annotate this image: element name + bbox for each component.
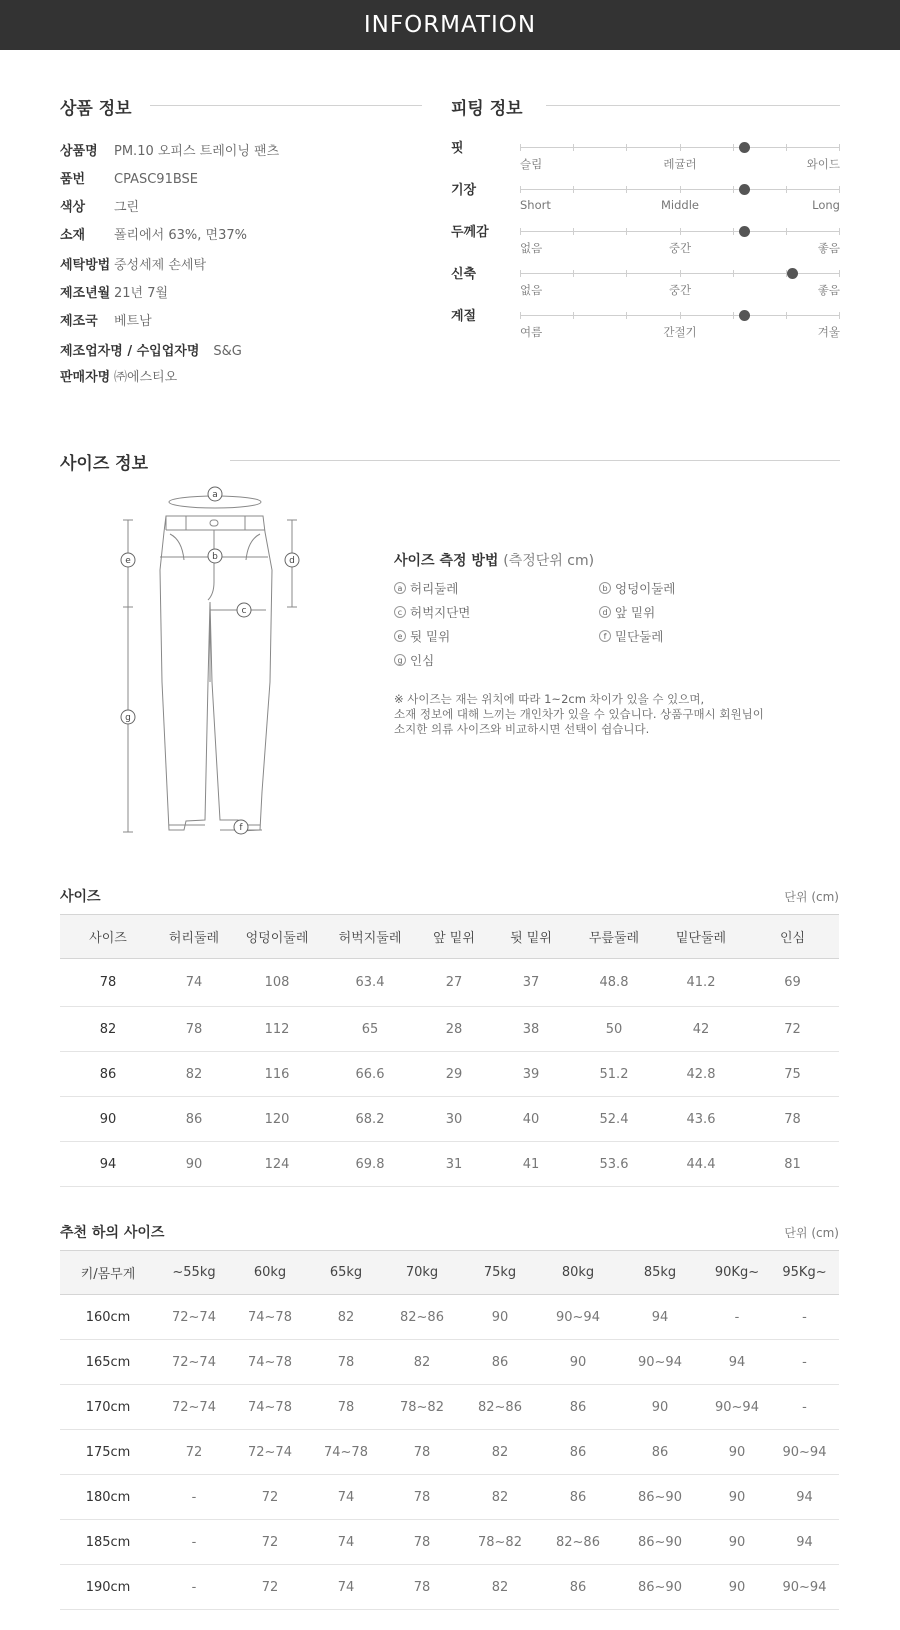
fit-scale-tick [839, 144, 840, 151]
measure-item-text: 허벅지단면 [410, 605, 471, 620]
fit-scale-tick [786, 186, 787, 193]
table-header-cell: 사이즈 [60, 915, 156, 959]
table-cell: 90~94 [770, 1430, 839, 1475]
table-row [60, 1007, 839, 1052]
table-cell: 44.4 [656, 1142, 746, 1187]
table-cell: 72~74 [156, 1385, 232, 1430]
diagram-label-a: a [212, 490, 218, 500]
measure-mark: f [599, 630, 611, 642]
product-info-value: S&G [213, 344, 242, 359]
fit-indicator-dot [787, 268, 798, 279]
table-cell: 27 [418, 959, 490, 1007]
table-row [60, 1520, 839, 1565]
table-cell: 41 [490, 1142, 572, 1187]
table-cell: 81 [746, 1142, 839, 1187]
table-row [60, 959, 839, 1007]
table-header-cell: 90Kg~ [704, 1251, 770, 1295]
table-header-cell: 80kg [540, 1251, 616, 1295]
fit-scale-track [520, 315, 840, 316]
table-cell: 72~74 [232, 1430, 308, 1475]
measure-item-text: 뒷 밑위 [410, 629, 451, 644]
product-info-row [60, 224, 247, 243]
table-cell: 78 [384, 1565, 460, 1610]
table-cell: 94 [616, 1295, 704, 1340]
table-cell: - [770, 1295, 839, 1340]
table-cell: 82 [308, 1295, 384, 1340]
table-cell: 78 [384, 1475, 460, 1520]
fit-scale-right: 좋음 [817, 241, 840, 255]
fit-label: 핏 [451, 141, 464, 156]
table-cell: 116 [232, 1052, 322, 1097]
table-cell: 30 [418, 1097, 490, 1142]
table-cell: 90~94 [540, 1295, 616, 1340]
size-table-unit: 단위 (cm) [784, 890, 839, 904]
measure-mark: a [394, 582, 406, 594]
diagram-label-g: g [125, 713, 131, 723]
product-info-value: 그린 [114, 200, 140, 215]
table-header-cell: 95Kg~ [770, 1251, 839, 1295]
table-cell: 90 [156, 1142, 232, 1187]
table-row [60, 1565, 839, 1610]
table-cell: 108 [232, 959, 322, 1007]
table-cell: - [770, 1340, 839, 1385]
table-cell: 94 [704, 1340, 770, 1385]
table-cell: 190cm [60, 1565, 156, 1610]
table-cell: 72 [746, 1007, 839, 1052]
table-row [60, 1430, 839, 1475]
table-cell: 72 [156, 1430, 232, 1475]
product-info-row [60, 282, 168, 301]
table-row [60, 1142, 839, 1187]
size-info-divider [230, 460, 840, 461]
table-cell: 74~78 [232, 1295, 308, 1340]
rec-table-title: 추천 하의 사이즈 [60, 1225, 165, 1241]
table-cell: 90~94 [616, 1340, 704, 1385]
table-row [60, 1340, 839, 1385]
product-info-title: 상품 정보 [60, 99, 132, 119]
size-note-line: 소재 정보에 대해 느끼는 개인차가 있을 수 있습니다. 상품구매시 회원님이 [394, 707, 764, 721]
table-cell: 69.8 [322, 1142, 418, 1187]
table-cell: 41.2 [656, 959, 746, 1007]
measure-mark: g [394, 654, 406, 666]
fit-scale-tick [520, 186, 521, 193]
table-row [60, 1097, 839, 1142]
table-cell: 28 [418, 1007, 490, 1052]
fit-scale-right: 좋음 [817, 283, 840, 297]
table-header-cell: 인심 [746, 915, 839, 959]
measure-item-text: 인심 [410, 653, 435, 668]
table-cell: 78 [60, 959, 156, 1007]
fit-indicator-dot [739, 184, 750, 195]
table-cell: 180cm [60, 1475, 156, 1520]
table-cell: 68.2 [322, 1097, 418, 1142]
diagram-label-f: f [239, 823, 243, 833]
fit-scale-left: Short [520, 198, 551, 212]
table-cell: 72 [232, 1475, 308, 1520]
fit-scale-tick [839, 312, 840, 319]
diagram-label-e: e [125, 556, 131, 566]
size-note-line: 소지한 의류 사이즈와 비교하시면 선택이 쉽습니다. [394, 722, 650, 736]
table-cell: 185cm [60, 1520, 156, 1565]
measure-item-text: 밑단둘레 [615, 629, 664, 644]
fit-scale-tick [786, 228, 787, 235]
table-header-cell: 허벅지둘레 [322, 915, 418, 959]
table-cell: 90 [540, 1340, 616, 1385]
product-info-value: 폴리에서 63%, 면37% [114, 228, 247, 243]
product-info-row [60, 310, 152, 329]
table-cell: 78 [384, 1430, 460, 1475]
size-info-title: 사이즈 정보 [60, 454, 149, 474]
fit-scale-mid: 중간 [668, 241, 692, 255]
table-cell: 82 [460, 1565, 540, 1610]
table-cell: 31 [418, 1142, 490, 1187]
fit-scale-mid: 중간 [668, 283, 692, 297]
size-table-title: 사이즈 [60, 889, 101, 905]
table-cell: 72~74 [156, 1295, 232, 1340]
table-cell: 43.6 [656, 1097, 746, 1142]
product-info-divider [150, 105, 422, 106]
table-cell: 53.6 [572, 1142, 656, 1187]
product-info-value: 21년 7월 [114, 286, 169, 301]
table-cell: 74 [308, 1565, 384, 1610]
fit-label: 두께감 [451, 225, 489, 240]
fit-scale-mid: Middle [661, 198, 699, 212]
fit-scale-tick [733, 144, 734, 151]
measure-item [599, 627, 663, 645]
product-info-row [60, 254, 206, 273]
fit-scale-tick [573, 186, 574, 193]
fit-scale-tick [573, 228, 574, 235]
measure-item-text: 엉덩이둘레 [615, 581, 676, 596]
fit-scale-tick [839, 186, 840, 193]
product-info-key: 제조년월 [60, 286, 111, 301]
table-cell: 75 [746, 1052, 839, 1097]
table-cell: 90 [704, 1475, 770, 1520]
fit-scale-tick [520, 312, 521, 319]
table-cell: 65 [322, 1007, 418, 1052]
table-cell: 42.8 [656, 1052, 746, 1097]
table-cell: - [704, 1295, 770, 1340]
fit-scale-tick [626, 186, 627, 193]
table-cell: 90 [460, 1295, 540, 1340]
fit-scale-tick [626, 312, 627, 319]
header-title: INFORMATION [363, 12, 537, 38]
table-cell: 160cm [60, 1295, 156, 1340]
product-info-key: 상품명 [60, 144, 98, 159]
measure-unit: (측정단위 cm) [503, 553, 595, 569]
table-cell: 72 [232, 1520, 308, 1565]
table-header-cell: 85kg [616, 1251, 704, 1295]
fit-scale-tick [786, 144, 787, 151]
table-cell: 78~82 [384, 1385, 460, 1430]
fit-scale-tick [733, 312, 734, 319]
table-cell: 175cm [60, 1430, 156, 1475]
measure-item [599, 603, 655, 621]
fit-scale-left: 없음 [520, 241, 543, 255]
table-cell: 78~82 [460, 1520, 540, 1565]
table-cell: 112 [232, 1007, 322, 1052]
table-cell: - [770, 1385, 839, 1430]
table-cell: 48.8 [572, 959, 656, 1007]
table-cell: 42 [656, 1007, 746, 1052]
product-info-value: CPASC91BSE [114, 172, 199, 187]
fit-scale-tick [520, 270, 521, 277]
table-cell: 39 [490, 1052, 572, 1097]
measure-item-text: 허리둘레 [410, 581, 459, 596]
table-cell: 51.2 [572, 1052, 656, 1097]
table-cell: 78 [156, 1007, 232, 1052]
fit-scale-tick [680, 312, 681, 319]
table-cell: 90 [704, 1565, 770, 1610]
product-info-key: 제조국 [60, 314, 98, 329]
table-cell: 90~94 [704, 1385, 770, 1430]
table-cell: 82~86 [540, 1520, 616, 1565]
fit-scale-right: 겨울 [817, 325, 840, 339]
pants-diagram [110, 482, 330, 838]
measure-item-text: 앞 밑위 [615, 605, 656, 620]
table-cell: 86~90 [616, 1520, 704, 1565]
table-cell: 86 [60, 1052, 156, 1097]
fit-scale-tick [680, 144, 681, 151]
table-header-cell: 70kg [384, 1251, 460, 1295]
table-header-cell: 60kg [232, 1251, 308, 1295]
fit-scale-tick [680, 270, 681, 277]
table-cell: 74~78 [232, 1340, 308, 1385]
product-info-key: 소재 [60, 228, 86, 243]
product-info-value: 중성세제 손세탁 [114, 258, 207, 273]
table-cell: 72~74 [156, 1340, 232, 1385]
table-cell: 86 [540, 1475, 616, 1520]
table-cell: 90 [60, 1097, 156, 1142]
measure-mark: e [394, 630, 406, 642]
fit-scale-tick [573, 144, 574, 151]
measure-item [394, 651, 434, 669]
fit-scale-tick [733, 228, 734, 235]
table-cell: 74~78 [308, 1430, 384, 1475]
fit-scale-mid: 레귤러 [663, 157, 697, 171]
table-cell: 86~90 [616, 1565, 704, 1610]
table-cell: 94 [60, 1142, 156, 1187]
table-cell: 90 [704, 1520, 770, 1565]
product-info-row [60, 140, 279, 159]
product-info-key: 판매자명 [60, 370, 111, 385]
fitting-info-title: 피팅 정보 [451, 99, 523, 119]
table-cell: 78 [384, 1520, 460, 1565]
fit-scale-tick [680, 228, 681, 235]
product-info-row [60, 340, 242, 359]
table-cell: 82 [60, 1007, 156, 1052]
fit-label: 계절 [451, 309, 477, 324]
table-cell: 82~86 [460, 1385, 540, 1430]
product-info-row [60, 168, 198, 187]
table-header-cell: 뒷 밑위 [490, 915, 572, 959]
table-cell: 38 [490, 1007, 572, 1052]
measure-item [599, 579, 675, 597]
fit-scale-tick [786, 312, 787, 319]
size-note-line: ※ 사이즈는 재는 위치에 따라 1~2cm 차이가 있을 수 있으며, [394, 692, 705, 706]
measure-mark: d [599, 606, 611, 618]
product-info-key: 제조업자명 / 수입업자명 [60, 344, 200, 359]
table-cell: 37 [490, 959, 572, 1007]
fit-scale-tick [839, 228, 840, 235]
measure-method-title [394, 550, 594, 570]
diagram-label-c: c [241, 606, 247, 616]
table-header-cell: 65kg [308, 1251, 384, 1295]
product-info-row [60, 366, 177, 385]
table-row [60, 1475, 839, 1520]
fit-indicator-dot [739, 142, 750, 153]
measure-item [394, 603, 470, 621]
product-info-value: 베트남 [114, 314, 152, 329]
fit-scale-tick [520, 228, 521, 235]
table-cell: - [156, 1565, 232, 1610]
table-row [60, 1385, 839, 1430]
fit-scale-right: Long [812, 198, 840, 212]
product-info-row [60, 196, 139, 215]
table-cell: 74~78 [232, 1385, 308, 1430]
table-header-cell: 앞 밑위 [418, 915, 490, 959]
measure-mark: b [599, 582, 611, 594]
table-cell: 74 [308, 1475, 384, 1520]
table-cell: 82~86 [384, 1295, 460, 1340]
table-cell: 74 [156, 959, 232, 1007]
table-cell: 86 [540, 1385, 616, 1430]
size-note [394, 692, 814, 737]
table-cell: 86 [540, 1565, 616, 1610]
table-cell: 86 [616, 1430, 704, 1475]
table-cell: 78 [308, 1340, 384, 1385]
table-cell: 66.6 [322, 1052, 418, 1097]
fit-scale-mid: 간절기 [663, 325, 697, 339]
measure-item [394, 627, 450, 645]
fit-scale-tick [733, 270, 734, 277]
measure-item [394, 579, 458, 597]
fit-scale-left: 여름 [520, 325, 543, 339]
table-cell: 86 [540, 1430, 616, 1475]
table-cell: - [156, 1475, 232, 1520]
table-cell: 170cm [60, 1385, 156, 1430]
table-row [60, 1052, 839, 1097]
table-cell: 52.4 [572, 1097, 656, 1142]
table-cell: 94 [770, 1475, 839, 1520]
table-cell: 78 [308, 1385, 384, 1430]
table-cell: 82 [156, 1052, 232, 1097]
size-table [60, 914, 839, 1187]
fit-scale-left: 슬림 [520, 157, 543, 171]
table-cell: 74 [308, 1520, 384, 1565]
fit-scale-tick [626, 228, 627, 235]
fit-scale-tick [733, 186, 734, 193]
table-cell: 69 [746, 959, 839, 1007]
table-cell: 40 [490, 1097, 572, 1142]
table-header-cell: 키/몸무게 [60, 1251, 156, 1295]
table-header-cell: 밑단둘레 [656, 915, 746, 959]
table-cell: 86 [156, 1097, 232, 1142]
measure-method-label: 사이즈 측정 방법 [394, 553, 499, 569]
fit-scale-left: 없음 [520, 283, 543, 297]
fit-scale-tick [839, 270, 840, 277]
table-cell: 90~94 [770, 1565, 839, 1610]
product-info-key: 색상 [60, 200, 86, 215]
recommend-size-table [60, 1250, 839, 1610]
table-cell: - [156, 1520, 232, 1565]
table-header-cell: 무릎둘레 [572, 915, 656, 959]
fit-scale-track [520, 231, 840, 232]
table-cell: 29 [418, 1052, 490, 1097]
diagram-label-d: d [289, 556, 295, 566]
table-cell: 90 [616, 1385, 704, 1430]
table-cell: 86~90 [616, 1475, 704, 1520]
fit-label: 기장 [451, 183, 477, 198]
table-header-cell: 75kg [460, 1251, 540, 1295]
fit-label: 신축 [451, 267, 477, 282]
rec-table-unit: 단위 (cm) [784, 1226, 839, 1240]
product-info-value: PM.10 오피스 트레이닝 팬츠 [114, 144, 280, 159]
fit-scale-tick [626, 270, 627, 277]
fit-scale-tick [573, 312, 574, 319]
product-info-key: 품번 [60, 172, 86, 187]
table-cell: 86 [460, 1340, 540, 1385]
diagram-label-b: b [212, 552, 218, 562]
fit-scale-track [520, 147, 840, 148]
table-cell: 82 [460, 1475, 540, 1520]
fit-scale-tick [680, 186, 681, 193]
table-cell: 90 [704, 1430, 770, 1475]
table-header-cell: 엉덩이둘레 [232, 915, 322, 959]
table-cell: 94 [770, 1520, 839, 1565]
table-cell: 82 [460, 1430, 540, 1475]
fit-scale-tick [520, 144, 521, 151]
table-cell: 82 [384, 1340, 460, 1385]
information-header [0, 0, 900, 50]
table-cell: 50 [572, 1007, 656, 1052]
fit-scale-track [520, 189, 840, 190]
fit-scale-right: 와이드 [806, 157, 840, 171]
table-header-cell: ~55kg [156, 1251, 232, 1295]
table-cell: 78 [746, 1097, 839, 1142]
table-cell: 120 [232, 1097, 322, 1142]
fit-indicator-dot [739, 310, 750, 321]
fit-scale-tick [626, 144, 627, 151]
product-info-key: 세탁방법 [60, 258, 111, 273]
table-cell: 124 [232, 1142, 322, 1187]
measure-mark: c [394, 606, 406, 618]
table-cell: 165cm [60, 1340, 156, 1385]
table-header-cell: 허리둘레 [156, 915, 232, 959]
product-info-value: ㈜에스티오 [114, 370, 178, 385]
table-cell: 63.4 [322, 959, 418, 1007]
fit-scale-tick [573, 270, 574, 277]
fitting-info-divider [546, 105, 840, 106]
fit-indicator-dot [739, 226, 750, 237]
table-cell: 72 [232, 1565, 308, 1610]
fit-scale-track [520, 273, 840, 274]
table-row [60, 1295, 839, 1340]
